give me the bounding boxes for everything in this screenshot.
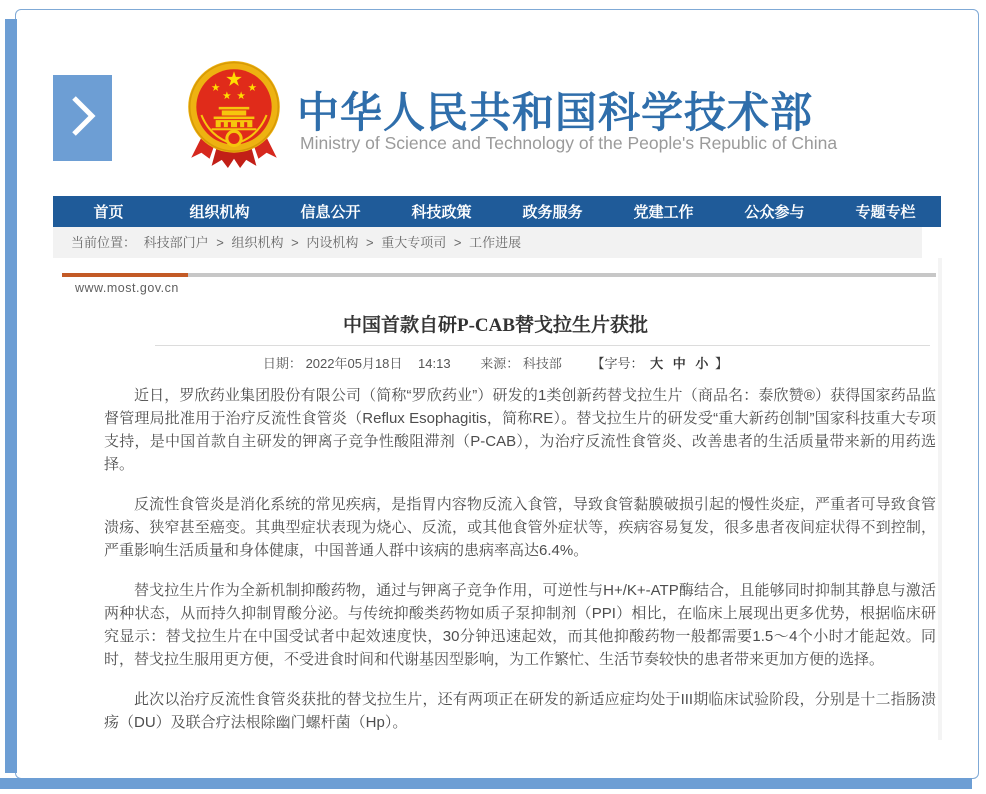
breadcrumb-item-internal-bodies[interactable]: 内设机构 [306, 235, 359, 250]
article-title-divider [155, 345, 930, 346]
breadcrumb-item-major-projects[interactable]: 重大专项司 [381, 235, 447, 250]
bottom-accent-bar [0, 778, 972, 789]
breadcrumb-separator: > [291, 235, 299, 250]
font-size-large-button[interactable]: 大 [650, 356, 664, 371]
article-time: 14:13 [418, 356, 451, 371]
breadcrumb-separator: > [366, 235, 374, 250]
breadcrumb-prefix: 当前位置： [71, 235, 137, 250]
font-size-bracket-open: 【字号： [591, 356, 644, 371]
site-title-english: Ministry of Science and Technology of the People's Republic of China [300, 133, 838, 153]
nav-item-policy[interactable]: 科技政策 [411, 204, 472, 221]
nav-item-party-building[interactable]: 党建工作 [633, 204, 694, 221]
breadcrumb-item-work-progress[interactable]: 工作进展 [469, 235, 522, 250]
article-meta [53, 353, 938, 372]
article-paragraph: 近日，罗欣药业集团股份有限公司（简称“罗欣药业”）研发的1类创新药替戈拉生片（商品名：泰欣赞®）获得国家药品监督管理局批准用于治疗反流性食管炎（Reflux Esophagitis，简称RE）。替戈拉生片的研发受“重大新药创制”国家科技重大专项支持，是中国首款自主研发的钾离子竞争性酸阻滞剂（P-CAB），为治疗反流性食管炎、改善患者的生活质量带来新的用药选择。 [104, 387, 936, 473]
breadcrumb-item-organization[interactable]: 组织机构 [231, 235, 284, 250]
font-size-medium-button[interactable]: 中 [672, 356, 686, 371]
article-paragraph: 此次以治疗反流性食管炎获批的替戈拉生片，还有两项正在研发的新适应症均处于III期临床试验阶段，分别是十二指肠溃疡（DU）及联合疗法根除幽门螺杆菌（Hp）。 [104, 691, 936, 731]
nav-item-home[interactable]: 首页 [93, 204, 124, 221]
breadcrumb-separator: > [453, 235, 462, 250]
left-accent-strip [5, 19, 17, 773]
chevron-right-icon [66, 90, 100, 147]
china-national-emblem-icon [182, 157, 286, 174]
article-body [104, 384, 936, 751]
font-size-small-button[interactable]: 小 [695, 356, 709, 371]
scrollbar[interactable] [938, 258, 942, 740]
article-paragraph: 反流性食管炎是消化系统的常见疾病，是指胃内容物反流入食管，导致食管黏膜破损引起的慢性炎症，严重者可导致食管溃疡、狭窄甚至癌变。其典型症状表现为烧心、反流，或其他食管外症状等，疾病容易复发，很多患者夜间症状得不到控制，严重影响生活质量和身体健康，中国普通人群中该病的患病率高达6.4%。 [104, 496, 936, 559]
nav-item-organization[interactable]: 组织机构 [189, 204, 250, 221]
site-logo[interactable] [182, 58, 286, 170]
expand-panel-button[interactable] [53, 75, 112, 161]
font-size-bracket-close: 】 [715, 356, 729, 371]
article-date: 2022年05月18日 [305, 356, 403, 371]
article-source: 科技部 [522, 356, 562, 371]
breadcrumb [53, 227, 922, 258]
site-title: 中华人民共和国科学技术部 [297, 89, 814, 136]
site-url-label: www.most.gov.cn [75, 281, 179, 295]
nav-item-information[interactable]: 信息公开 [300, 204, 361, 221]
breadcrumb-item-portal[interactable]: 科技部门户 [143, 235, 209, 250]
content-top-rule-accent [62, 273, 188, 277]
article-title: 中国首款自研P-CAB替戈拉生片获批 [342, 315, 649, 336]
main-navigation [53, 196, 941, 227]
nav-item-special-topics[interactable]: 专题专栏 [855, 204, 916, 221]
nav-item-services[interactable]: 政务服务 [522, 204, 583, 221]
article-date-label: 日期： [262, 356, 302, 371]
nav-item-public-participation[interactable]: 公众参与 [744, 204, 805, 221]
article-paragraph: 替戈拉生片作为全新机制抑酸药物，通过与钾离子竞争作用，可逆性与H+/K+-ATP酶结合，且能够同时抑制其静息与激活两种状态，从而持久抑制胃酸分泌。与传统抑酸类药物如质子泵抑制剂（PPI）相比，在临床上展现出更多优势，根据临床研究显示：替戈拉生片在中国受试者中起效速度快，30分钟迅速起效，而其他抑酸药物一般都需要1.5～4个小时才能起效。同时，替戈拉生服用更方便，不受进食时间和代谢基因型影响，为工作繁忙、生活节奏较快的患者带来更加方便的选择。 [104, 582, 936, 668]
article-source-label: 来源： [480, 356, 520, 371]
breadcrumb-separator: > [216, 235, 224, 250]
content-top-rule [62, 273, 936, 277]
